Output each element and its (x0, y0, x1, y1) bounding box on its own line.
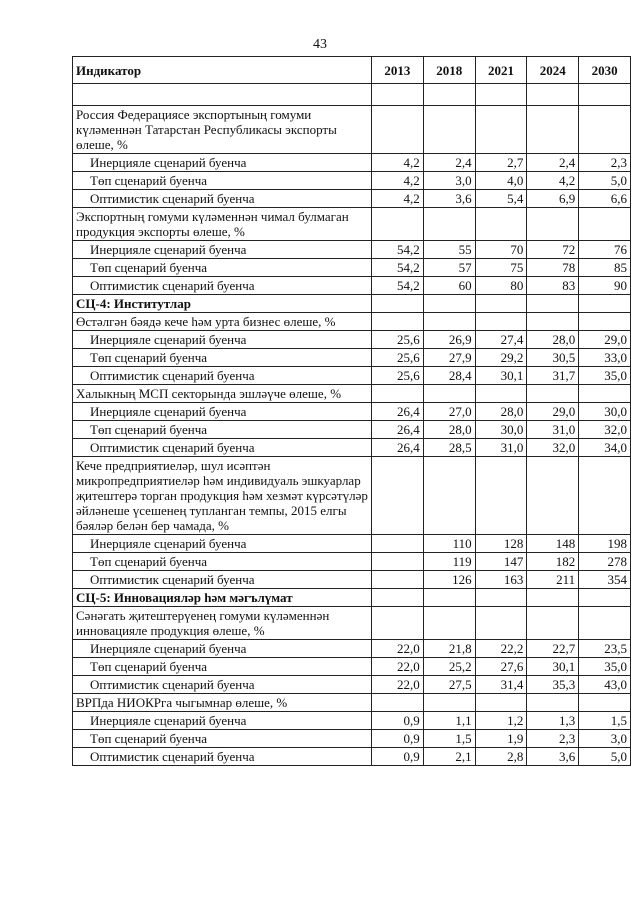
empty-cell (475, 694, 527, 712)
header-year: 2030 (579, 57, 631, 84)
empty-cell (423, 385, 475, 403)
empty-cell (423, 313, 475, 331)
scenario-row (73, 154, 631, 172)
value-cell: 78 (527, 259, 579, 277)
value-cell: 278 (579, 553, 631, 571)
value-cell: 28,5 (423, 439, 475, 457)
empty-cell (372, 694, 424, 712)
header-row (73, 57, 631, 84)
value-cell: 28,4 (423, 367, 475, 385)
value-cell: 31,7 (527, 367, 579, 385)
empty-cell (579, 106, 631, 154)
value-cell: 4,0 (475, 172, 527, 190)
value-cell: 2,3 (527, 730, 579, 748)
empty-cell (423, 607, 475, 640)
indicator-label: Өстәлгән бәядә кече һәм урта бизнес өлеше, % (73, 313, 372, 331)
empty-cell (372, 457, 424, 535)
empty-cell (475, 295, 527, 313)
scenario-label: Төп сценарий буенча (73, 421, 372, 439)
value-cell: 163 (475, 571, 527, 589)
scenario-row (73, 403, 631, 421)
value-cell: 22,0 (372, 676, 424, 694)
value-cell: 70 (475, 241, 527, 259)
value-cell: 76 (579, 241, 631, 259)
scenario-label: Оптимистик сценарий буенча (73, 277, 372, 295)
scenario-row (73, 439, 631, 457)
value-cell: 27,4 (475, 331, 527, 349)
value-cell: 31,4 (475, 676, 527, 694)
value-cell: 35,0 (579, 658, 631, 676)
value-cell: 22,2 (475, 640, 527, 658)
empty-cell (423, 589, 475, 607)
section-title: СЦ-4: Институтлар (73, 295, 372, 313)
value-cell: 43,0 (579, 676, 631, 694)
scenario-row (73, 277, 631, 295)
scenario-label: Төп сценарий буенча (73, 658, 372, 676)
value-cell: 26,4 (372, 421, 424, 439)
indicator-row (73, 385, 631, 403)
scenario-label: Төп сценарий буенча (73, 172, 372, 190)
value-cell: 25,6 (372, 367, 424, 385)
value-cell: 22,0 (372, 658, 424, 676)
value-cell: 2,3 (579, 154, 631, 172)
section-row (73, 589, 631, 607)
header-year: 2021 (475, 57, 527, 84)
empty-cell (527, 208, 579, 241)
value-cell: 5,0 (579, 748, 631, 766)
value-cell: 128 (475, 535, 527, 553)
scenario-row (73, 553, 631, 571)
empty-cell (527, 457, 579, 535)
value-cell: 33,0 (579, 349, 631, 367)
value-cell: 4,2 (372, 190, 424, 208)
value-cell: 25,6 (372, 331, 424, 349)
value-cell: 90 (579, 277, 631, 295)
value-cell: 26,4 (372, 403, 424, 421)
value-cell: 26,9 (423, 331, 475, 349)
value-cell: 25,6 (372, 349, 424, 367)
empty-cell (372, 208, 424, 241)
indicator-label: Россия Федерациясе экспортының гомуми күләменнән Татарстан Республикасы экспорты өлеше, % (73, 106, 372, 154)
indicator-label: ВРПда НИОКРга чыгымнар өлеше, % (73, 694, 372, 712)
value-cell: 1,3 (527, 712, 579, 730)
value-cell: 6,6 (579, 190, 631, 208)
value-cell: 32,0 (527, 439, 579, 457)
value-cell: 0,9 (372, 730, 424, 748)
scenario-label: Оптимистик сценарий буенча (73, 676, 372, 694)
indicator-table (72, 56, 631, 766)
value-cell: 30,1 (527, 658, 579, 676)
value-cell: 2,4 (527, 154, 579, 172)
value-cell: 54,2 (372, 259, 424, 277)
scenario-label: Оптимистик сценарий буенча (73, 190, 372, 208)
indicator-row (73, 208, 631, 241)
value-cell: 54,2 (372, 277, 424, 295)
value-cell: 55 (423, 241, 475, 259)
value-cell: 27,9 (423, 349, 475, 367)
value-cell: 4,2 (372, 154, 424, 172)
section-row (73, 295, 631, 313)
value-cell: 0,9 (372, 712, 424, 730)
value-cell: 198 (579, 535, 631, 553)
value-cell: 27,5 (423, 676, 475, 694)
indicator-label: Халыкның МСП секторында эшләүче өлеше, % (73, 385, 372, 403)
value-cell: 72 (527, 241, 579, 259)
scenario-label: Инерцияле сценарий буенча (73, 241, 372, 259)
value-cell: 354 (579, 571, 631, 589)
scenario-label: Оптимистик сценарий буенча (73, 571, 372, 589)
value-cell (372, 535, 424, 553)
value-cell: 35,0 (579, 367, 631, 385)
value-cell: 30,0 (579, 403, 631, 421)
value-cell: 2,1 (423, 748, 475, 766)
empty-cell (372, 295, 424, 313)
value-cell (372, 571, 424, 589)
empty-cell (579, 313, 631, 331)
scenario-row (73, 367, 631, 385)
indicator-label: Сәнәгать җитештерүенең гомуми күләменнән инновацияле продукция өлеше, % (73, 607, 372, 640)
empty-cell (527, 607, 579, 640)
empty-cell (527, 295, 579, 313)
indicator-label: Экспортның гомуми күләменнән чимал булмаган продукция экспорты өлеше, % (73, 208, 372, 241)
value-cell: 2,8 (475, 748, 527, 766)
empty-cell (423, 84, 475, 106)
value-cell: 23,5 (579, 640, 631, 658)
empty-cell (475, 313, 527, 331)
scenario-row (73, 331, 631, 349)
value-cell: 31,0 (527, 421, 579, 439)
value-cell: 3,6 (527, 748, 579, 766)
empty-cell (372, 84, 424, 106)
value-cell: 1,5 (423, 730, 475, 748)
page-number: 43 (313, 37, 327, 52)
value-cell: 2,7 (475, 154, 527, 172)
scenario-label: Оптимистик сценарий буенча (73, 439, 372, 457)
value-cell: 0,9 (372, 748, 424, 766)
empty-cell (475, 84, 527, 106)
value-cell: 30,5 (527, 349, 579, 367)
value-cell: 4,2 (372, 172, 424, 190)
empty-cell (475, 385, 527, 403)
indicator-row (73, 607, 631, 640)
header-year: 2024 (527, 57, 579, 84)
value-cell: 29,0 (579, 331, 631, 349)
indicator-row (73, 457, 631, 535)
value-cell: 26,4 (372, 439, 424, 457)
value-cell: 60 (423, 277, 475, 295)
value-cell: 4,2 (527, 172, 579, 190)
scenario-row (73, 730, 631, 748)
value-cell: 34,0 (579, 439, 631, 457)
scenario-label: Төп сценарий буенча (73, 730, 372, 748)
scenario-label: Инерцияле сценарий буенча (73, 154, 372, 172)
empty-cell (475, 208, 527, 241)
value-cell: 1,9 (475, 730, 527, 748)
value-cell: 30,0 (475, 421, 527, 439)
scenario-row (73, 241, 631, 259)
scenario-label: Төп сценарий буенча (73, 259, 372, 277)
scenario-row (73, 190, 631, 208)
scenario-row (73, 535, 631, 553)
empty-cell (475, 106, 527, 154)
empty-cell (372, 607, 424, 640)
scenario-label: Оптимистик сценарий буенча (73, 748, 372, 766)
scenario-row (73, 712, 631, 730)
scenario-row (73, 259, 631, 277)
empty-cell (579, 385, 631, 403)
empty-cell (372, 589, 424, 607)
empty-cell (527, 106, 579, 154)
value-cell: 147 (475, 553, 527, 571)
value-cell: 5,4 (475, 190, 527, 208)
scenario-row (73, 172, 631, 190)
value-cell: 3,0 (423, 172, 475, 190)
scenario-row (73, 748, 631, 766)
value-cell: 32,0 (579, 421, 631, 439)
empty-cell (423, 295, 475, 313)
empty-cell (372, 385, 424, 403)
scenario-label: Инерцияле сценарий буенча (73, 403, 372, 421)
empty-cell (579, 589, 631, 607)
indicator-row (73, 106, 631, 154)
empty-cell (527, 589, 579, 607)
empty-cell (423, 694, 475, 712)
value-cell: 25,2 (423, 658, 475, 676)
value-cell: 22,7 (527, 640, 579, 658)
empty-cell (527, 84, 579, 106)
value-cell: 28,0 (423, 421, 475, 439)
value-cell: 6,9 (527, 190, 579, 208)
scenario-label: Инерцияле сценарий буенча (73, 712, 372, 730)
scenario-label: Оптимистик сценарий буенча (73, 367, 372, 385)
value-cell: 57 (423, 259, 475, 277)
header-year: 2018 (423, 57, 475, 84)
value-cell: 126 (423, 571, 475, 589)
value-cell: 1,1 (423, 712, 475, 730)
value-cell: 80 (475, 277, 527, 295)
empty-cell (372, 106, 424, 154)
scenario-label: Инерцияле сценарий буенча (73, 640, 372, 658)
value-cell: 211 (527, 571, 579, 589)
empty-cell (579, 208, 631, 241)
empty-cell (475, 589, 527, 607)
value-cell: 119 (423, 553, 475, 571)
value-cell: 182 (527, 553, 579, 571)
indicator-label: Кече предприятиеләр, шул исәптән микропредприятиеләр һәм индивидуаль эшкуарлар җитештерә торган продукция һәм хезмәт күрсәтүләр әйләнеше үсешенең тупланган темпы, 2015 елгы бәяләр белән бер чамада, % (73, 457, 372, 535)
value-cell: 54,2 (372, 241, 424, 259)
value-cell: 22,0 (372, 640, 424, 658)
value-cell: 2,4 (423, 154, 475, 172)
value-cell: 5,0 (579, 172, 631, 190)
value-cell: 3,0 (579, 730, 631, 748)
empty-cell (372, 313, 424, 331)
empty-cell (579, 607, 631, 640)
empty-cell (527, 313, 579, 331)
empty-cell (73, 84, 372, 106)
value-cell: 28,0 (527, 331, 579, 349)
value-cell: 3,6 (423, 190, 475, 208)
scenario-row (73, 571, 631, 589)
spacer-row (73, 84, 631, 106)
header-year: 2013 (372, 57, 424, 84)
value-cell: 85 (579, 259, 631, 277)
scenario-label: Төп сценарий буенча (73, 553, 372, 571)
value-cell: 110 (423, 535, 475, 553)
scenario-row (73, 676, 631, 694)
value-cell: 1,5 (579, 712, 631, 730)
value-cell: 27,0 (423, 403, 475, 421)
scenario-row (73, 421, 631, 439)
empty-cell (579, 457, 631, 535)
section-title: СЦ-5: Инновацияләр һәм мәгълүмат (73, 589, 372, 607)
indicator-row (73, 694, 631, 712)
value-cell (372, 553, 424, 571)
scenario-label: Инерцияле сценарий буенча (73, 331, 372, 349)
scenario-row (73, 658, 631, 676)
empty-cell (579, 694, 631, 712)
empty-cell (423, 208, 475, 241)
value-cell: 31,0 (475, 439, 527, 457)
empty-cell (475, 607, 527, 640)
value-cell: 75 (475, 259, 527, 277)
value-cell: 21,8 (423, 640, 475, 658)
indicator-row (73, 313, 631, 331)
value-cell: 29,2 (475, 349, 527, 367)
value-cell: 83 (527, 277, 579, 295)
empty-cell (579, 295, 631, 313)
empty-cell (527, 385, 579, 403)
value-cell: 30,1 (475, 367, 527, 385)
scenario-label: Төп сценарий буенча (73, 349, 372, 367)
value-cell: 1,2 (475, 712, 527, 730)
scenario-label: Инерцияле сценарий буенча (73, 535, 372, 553)
value-cell: 35,3 (527, 676, 579, 694)
empty-cell (423, 457, 475, 535)
scenario-row (73, 349, 631, 367)
value-cell: 27,6 (475, 658, 527, 676)
empty-cell (423, 106, 475, 154)
header-indicator: Индикатор (73, 57, 372, 84)
value-cell: 148 (527, 535, 579, 553)
value-cell: 29,0 (527, 403, 579, 421)
empty-cell (579, 84, 631, 106)
scenario-row (73, 640, 631, 658)
empty-cell (475, 457, 527, 535)
empty-cell (527, 694, 579, 712)
value-cell: 28,0 (475, 403, 527, 421)
